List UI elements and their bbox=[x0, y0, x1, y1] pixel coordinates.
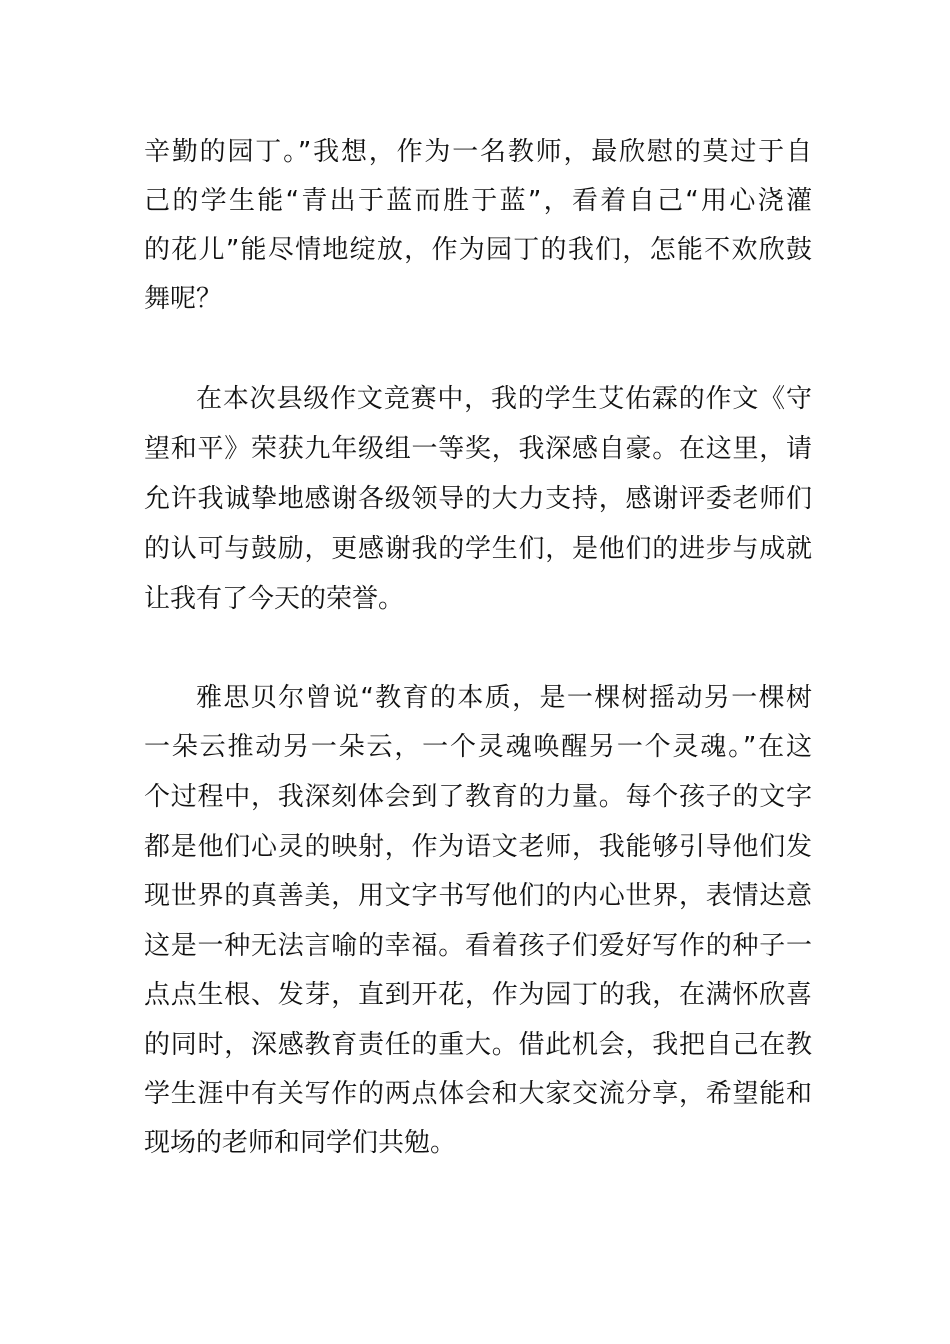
paragraph-3-line-2: 一朵云推动另一朵云，一个灵魂唤醒另一个灵魂。”在这 bbox=[144, 732, 812, 762]
paragraph-3-line-6: 这是一种无法言喻的幸福。看着孩子们爱好写作的种子一 bbox=[144, 931, 812, 961]
paragraph-3-line-8: 的同时，深感教育责任的重大。借此机会，我把自己在教 bbox=[144, 1030, 812, 1060]
paragraph-1-line-4: 舞呢？ bbox=[144, 284, 223, 314]
paragraph-2-line-3: 允许我诚挚地感谢各级领导的大力支持，感谢评委老师们 bbox=[144, 484, 812, 514]
paragraph-3-line-9: 学生涯中有关写作的两点体会和大家交流分享，希望能和 bbox=[144, 1079, 812, 1109]
paragraph-3-line-7: 点点生根、发芽，直到开花，作为园丁的我，在满怀欣喜 bbox=[144, 980, 812, 1010]
paragraph-3-line-10: 现场的老师和同学们共勉。 bbox=[144, 1128, 457, 1158]
paragraph-3-line-4: 都是他们心灵的映射，作为语文老师，我能够引导他们发 bbox=[144, 832, 812, 862]
paragraph-3-line-5: 现世界的真善美，用文字书写他们的内心世界，表情达意 bbox=[144, 881, 812, 911]
paragraph-1-line-2: 己的学生能“青出于蓝而胜于蓝”，看着自己“用心浇灌 bbox=[144, 186, 812, 216]
paragraph-2-line-1: 在本次县级作文竞赛中，我的学生艾佑霖的作文《守 bbox=[196, 384, 812, 414]
paragraph-2-line-5: 让我有了今天的荣誉。 bbox=[144, 584, 405, 614]
paragraph-1-line-3: 的花儿”能尽情地绽放，作为园丁的我们，怎能不欢欣鼓 bbox=[144, 235, 812, 265]
paragraph-2-line-4: 的认可与鼓励，更感谢我的学生们，是他们的进步与成就 bbox=[144, 534, 812, 564]
paragraph-1-line-1: 辛勤的园丁。”我想，作为一名教师，最欣慰的莫过于自 bbox=[144, 137, 812, 167]
paragraph-3-line-1: 雅思贝尔曾说“教育的本质，是一棵树摇动另一棵树 bbox=[196, 683, 812, 713]
paragraph-3-line-3: 个过程中，我深刻体会到了教育的力量。每个孩子的文字 bbox=[144, 782, 812, 812]
paragraph-2-line-2: 望和平》荣获九年级组一等奖，我深感自豪。在这里，请 bbox=[144, 434, 812, 464]
